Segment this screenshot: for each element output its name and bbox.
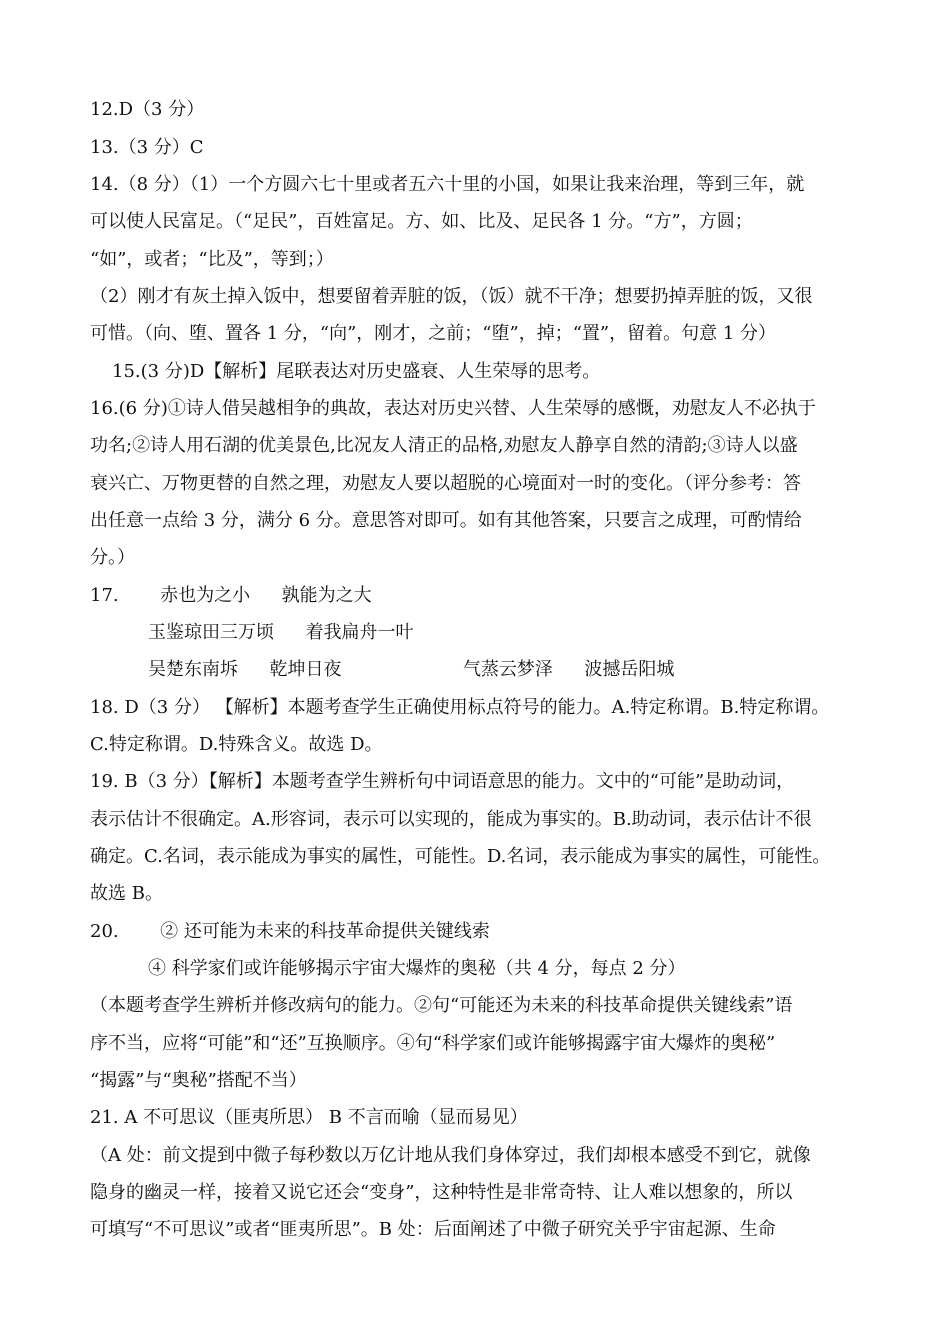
answer-12: 12.D（3 分） (90, 99, 205, 120)
answer-18-line-2: C.特定称谓。D.特殊含义。故选 D。 (90, 734, 383, 755)
answer-17-number: 17. (90, 585, 119, 606)
answer-17-phrase: 吴楚东南坼 (148, 659, 238, 680)
answer-20-line-5: “揭露”与“奥秘”搭配不当） (90, 1070, 307, 1091)
answer-21-line-1: 21. A 不可思议（匪夷所思） B 不言而喻（显而易见） (90, 1107, 528, 1128)
answer-17-phrase: 波撼岳阳城 (584, 659, 675, 680)
answer-17-phrase: 气蒸云梦泽 (462, 659, 553, 680)
answer-20-line-3: （本题考查学生辨析并修改病句的能力。②句“可能还为未来的科技革命提供关键线索”语 (90, 995, 793, 1016)
answer-17-phrase: 乾坤日夜 (269, 659, 342, 680)
answer-20-line-1 (90, 919, 490, 945)
answer-16-line-3: 衰兴亡、万物更替的自然之理，劝慰友人要以超脱的心境面对一时的变化。（评分参考：答 (90, 473, 801, 494)
answer-17-phrase: 着我扁舟一叶 (305, 622, 414, 643)
answer-19-line-1: 19. B（3 分）【解析】本题考查学生辨析句中词语意思的能力。文中的“可能”是助动词， (90, 771, 795, 792)
answer-20-correction: ② 还可能为未来的科技革命提供关键线索 (160, 921, 490, 942)
answer-20-line-2: ④ 科学家们或许能够揭示宇宙大爆炸的奥秘（共 4 分，每点 2 分） (148, 958, 686, 979)
answer-14-line-5: 可惜。（向、堕、置各 1 分，“向”，刚才，之前；“堕”，掉；“置”，留着。句意 1 分） (90, 323, 777, 344)
answer-19-line-2: 表示估计不很确定。A.形容词，表示可以实现的，能成为事实的。B.助动词，表示估计不很 (90, 809, 812, 830)
answer-16-line-1: 16.(6 分)①诗人借吴越相争的典故，表达对历史兴替、人生荣辱的感慨，劝慰友人不必执于 (90, 398, 816, 419)
answer-17-line-2 (148, 620, 413, 646)
answer-18-line-1: 18. D（3 分） 【解析】本题考查学生正确使用标点符号的能力。A.特定称谓。B.特定称谓。 (90, 697, 830, 718)
answer-17-phrase: 赤也为之小 (160, 585, 251, 606)
answer-14-line-1: 14.（8 分）（1）一个方圆六七十里或者五六十里的小国，如果让我来治理，等到三年，就 (90, 174, 805, 195)
answer-14-line-4: （2）刚才有灰土掉入饭中，想要留着弄脏的饭，（饭）就不干净；想要扔掉弄脏的饭，又很 (90, 286, 813, 307)
answer-21-line-2: （A 处：前文提到中微子每秒数以万亿计地从我们身体穿过，我们却根本感受不到它，就像 (90, 1145, 811, 1166)
answer-17-line-1 (90, 583, 372, 609)
answer-21-line-4: 可填写“不可思议”或者“匪夷所思”。B 处：后面阐述了中微子研究关乎宇宙起源、生命 (90, 1219, 776, 1240)
answer-17-line-3 (148, 657, 674, 683)
answer-14-line-2: 可以使人民富足。（“足民”，百姓富足。方、如、比及、足民各 1 分。“方”，方圆； (90, 211, 753, 232)
answer-17-phrase: 玉鉴琼田三万顷 (148, 622, 274, 643)
answer-16-line-2: 功名;②诗人用石湖的优美景色,比况友人清正的品格,劝慰友人静享自然的清韵;③诗人以盛 (90, 435, 798, 456)
answer-16-line-4: 出任意一点给 3 分，满分 6 分。意思答对即可。如有其他答案，只要言之成理，可酌情给 (90, 510, 802, 531)
answer-20-line-4: 序不当，应将“可能”和“还”互换顺序。④句“科学家们或许能够揭露宇宙大爆炸的奥秘” (90, 1033, 776, 1054)
answer-20-number: 20. (90, 921, 119, 942)
answer-19-line-4: 故选 B。 (90, 883, 163, 904)
answer-16-line-5: 分。） (90, 547, 135, 568)
answer-17-phrase: 孰能为之大 (281, 585, 372, 606)
answer-21-line-3: 隐身的幽灵一样，接着又说它还会“变身”，这种特性是非常奇特、让人难以想象的，所以 (90, 1182, 793, 1203)
answer-14-line-3: “如”，或者；“比及”，等到；） (90, 249, 334, 270)
answer-15: 15.(3 分)D【解析】尾联表达对历史盛衰、人生荣辱的思考。 (112, 361, 601, 382)
answer-19-line-3: 确定。C.名词，表示能成为事实的属性，可能性。D.名词，表示能成为事实的属性，可能性。 (90, 846, 831, 867)
answer-13: 13.（3 分）C (90, 137, 204, 158)
